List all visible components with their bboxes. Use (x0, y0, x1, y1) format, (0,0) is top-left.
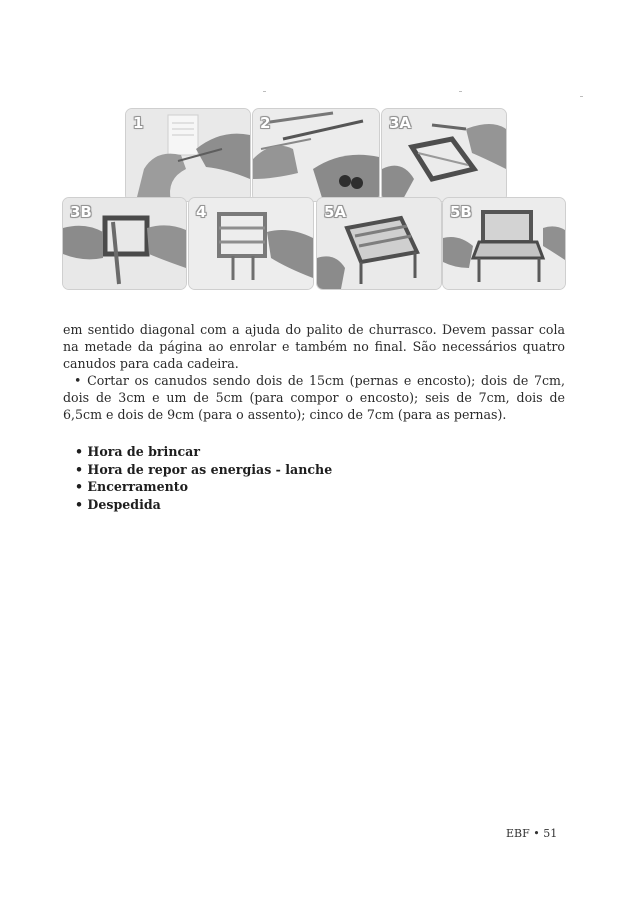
step-label: 2 (260, 114, 271, 132)
paragraph-straw-rolling: em sentido diagonal com a ajuda do palito de churrasco. Devem passar cola na metade da página ao enrolar e também no final. São necessários quatro canudos para cada cadeira. (63, 322, 565, 371)
list-item: • Encerramento (75, 479, 189, 494)
scan-speck (580, 96, 583, 97)
activity-list (75, 443, 332, 513)
paragraph-cutting-instructions: • Cortar os canudos sendo dois de 15cm (pernas e encosto); dois de 7cm, dois de 3cm e um de 5cm (para compor o encosto); seis de 7cm, dois de 6,5cm e dois de 9cm (para o assento); cinco de 7cm (para as pernas). (63, 373, 565, 422)
list-item: • Hora de repor as energias - lanche (75, 461, 333, 477)
step-label: 5B (450, 203, 472, 221)
step-2-illustration (253, 109, 379, 201)
step-1-illustration (126, 109, 250, 201)
step-photo-3b (62, 197, 187, 290)
step-label: 3B (70, 203, 92, 221)
step-photo-5a (316, 197, 442, 290)
step-label: 5A (324, 203, 347, 221)
step-photo-2 (252, 108, 380, 202)
list-item: • Hora de brincar (75, 444, 200, 459)
scan-speck (459, 91, 462, 92)
step-label: 4 (196, 203, 207, 221)
step-photo-4 (188, 197, 314, 290)
step-4-illustration (189, 198, 313, 289)
step-photo-5b (442, 197, 566, 290)
step-label: 1 (133, 114, 144, 132)
instruction-text (63, 321, 565, 423)
page-footer: EBF • 51 (506, 827, 558, 840)
step-label: 3A (389, 114, 412, 132)
scan-speck (263, 91, 266, 92)
step-photo-1 (125, 108, 251, 202)
step-photo-3a (381, 108, 507, 202)
list-item: • Despedida (75, 496, 161, 512)
